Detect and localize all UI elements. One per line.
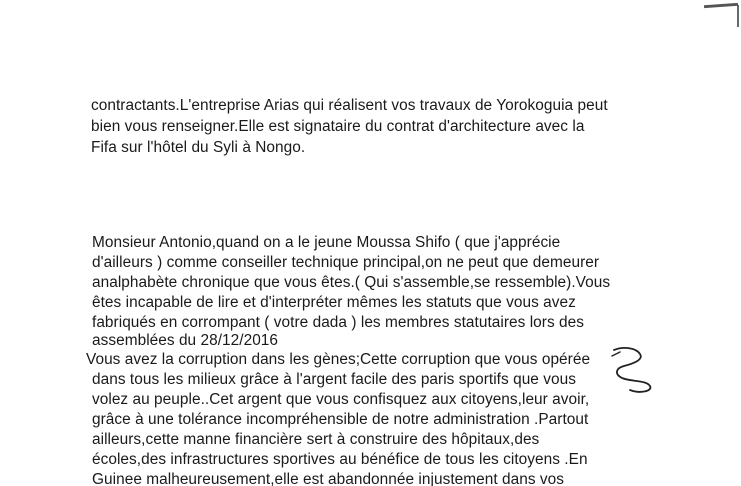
text-line: Fifa sur l'hôtel du Syli à Nongo.	[91, 139, 306, 156]
text-line: volez au peuple..Cet argent que vous confisquez aux citoyens,leur avoir,	[92, 391, 590, 408]
text-line: Monsieur Antonio,quand on a le jeune Moussa Shifo ( que j'apprécie	[92, 234, 561, 251]
text-line: ailleurs,cette manne financière sert à construire des hôpitaux,des	[92, 431, 540, 448]
text-line: écoles,des infrastructures sportives au bénéfice de tous les citoyens .En	[92, 451, 588, 468]
text-line: êtes incapable de lire et d'interpréter mêmes les statuts que vous avez	[92, 294, 576, 311]
text-line: bien vous renseigner.Elle est signataire du contrat d'architecture avec la	[91, 118, 585, 135]
text-line: contractants.L'entreprise Arias qui réalisent vos travaux de Yorokoguia peut	[91, 97, 608, 114]
text-line: dans tous les milieux grâce à l'argent facile des paris sportifs que vous	[92, 371, 576, 388]
text-line: Vous avez la corruption dans les gènes;Cette corruption que vous opérée	[86, 351, 591, 368]
handwritten-squiggle-mark	[610, 344, 654, 394]
scan-edge-mark-right	[737, 5, 739, 27]
text-line: d'ailleurs ) comme conseiller technique principal,on ne peut que demeurer	[92, 254, 600, 271]
text-line: grâce à une tolérance incompréhensible de notre administration .Partout	[92, 411, 589, 428]
text-line: fabriqués en corrompant ( votre dada ) les membres statutaires lors des	[92, 314, 584, 331]
text-line: assemblées du 28/12/2016	[92, 332, 279, 349]
text-line: analphabète chronique que vous êtes.( Qui s'assemble,se ressemble).Vous	[92, 274, 611, 291]
text-line: Guinee malheureusement,elle est abandonnée injustement dans vos	[92, 471, 565, 486]
scan-edge-mark	[704, 3, 738, 8]
